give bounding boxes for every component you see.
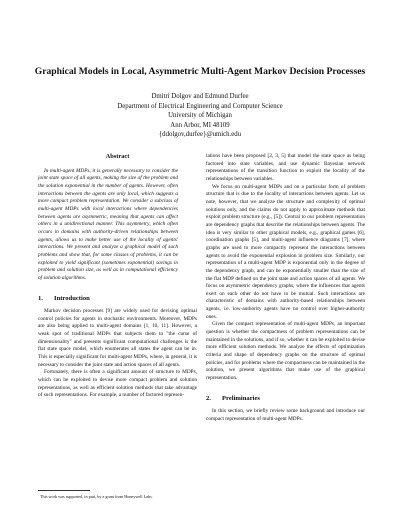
section-number: 1. [38,294,43,302]
right-column [206,153,365,424]
intro-paragraph-4: We focus on multi-agent MDPs and on a particular form of problem structure that is due to the locality of interactions between agents. Let us note, however, that we analyze the structure and complexity of optimal solutions only, and the claims do not apply to approximate methods that exploit problem structure (e.g., [5]). Central to our problem representation are dependency graphs that describe the relationships between agents. The idea is very similar to other graphical models, e.g., graphical games [6], coordination graphs [5], and multi-agent influence diagrams [7], where graphs are used to more compactly represent the interactions between agents to avoid the exponential explosion in problem size. Similarly, our representation of a multi-agent MDP is exponential only in the degree of the dependency graph, and can be exponentially smaller than the size of the flat MDP defined on the joint state and action spaces of all agents. We focus on asymmetric dependency graphs, where the influences that agents exert on each other do not have to be mutual. Such interactions are characteristic of domains with authority-based relationships between agents, i.e. low-authority agents have no control over higher-authority ones. [206,183,365,320]
intro-paragraph-2: Fortunately, there is often a significant amount of structure to MDPs, which can be exploited to devise more compact problem and solution representations, as well as efficient solution methods that take advantage of such representations. For example, a number of factored represen- [38,369,197,399]
footnote-rule [38,490,90,491]
author-university: University of Michigan [168,112,232,120]
left-column [38,153,197,400]
section-heading-introduction [38,295,197,303]
section-number: 2. [206,394,211,402]
author-city: Ann Arbor, MI 48109 [170,121,230,129]
intro-paragraph-3: tations have been proposed [2, 3, 5] that model the state space as being factored into state variables, and use dynamic Bayesian network representations of the transition function to exploit the locality of the relationships between variables. [206,153,365,182]
abstract-heading: Abstract [105,153,130,160]
author-department: Department of Electrical Engineering and Computer Science [117,102,283,110]
section-title: Introduction [54,294,90,302]
section-heading-preliminaries [206,395,365,403]
author-email: {ddolgov,durfee}@umich.edu [158,131,242,139]
author-names: Dmitri Dolgov and Edmund Durfee [151,93,249,100]
intro-paragraph-5: Given the compact representation of multi-agent MDPs, an important question is whether the compactness of problem representations can be maintained in the solutions, and if so, whether it can be exploited to devise more efficient solution methods. We analyze the effects of optimization criteria and shape of dependency graphs on the structure of optimal policies, and for problems where the compactness can be maintained in the solution, we present algorithms that make use of the graphical representation. [206,321,365,382]
intro-paragraph-1: Markov decision processes [9] are widely used for devising optimal control policies for agents in stochastic environments. Moreover, MDPs are also being applied to multi-agent domains [1, 10, 11]. However, a weak spot of traditional MDPs that subjects them to "the curse of dimensionality" and presents significant computational challenges is the flat state space model, which enumerates all states the agent can be in. This is especially significant for multi-agent MDPs, where, in general, it is necessary to consider the joint state and action spaces of all agents. [38,308,197,368]
section-title: Preliminaries [222,394,260,402]
abstract-text: In multi-agent MDPs, it is generally necessary to consider the joint state space of all agents, making the size of the problem and the solution exponential in the number of agents. However, often interactions between the agents are only local, which suggests a more compact problem representation. We consider a subclass of multi-agent MDPs with local interactions where dependencies between agents are asymmetric, meaning that agents can affect others in a unidirectional manner. This asymmetry, which often occurs in domains with authority-driven relationships between agents, allows us to make better use of the locality of agents' interactions. We present and analyze a graphical model of such problems and show that, for some classes of problems, it can be exploited to yield significant (sometimes exponential) savings in problem and solution size, as well as in computational efficiency of solution algorithms. [38,167,178,281]
footnote: This work was supported, in part, by a grant from Honeywell Labs. [40,494,153,499]
author-block [40,92,360,140]
paper-title: Graphical Models in Local, Asymmetric Multi-Agent Markov Decision Processes [34,66,366,77]
prelim-paragraph-1: In this section, we briefly review some background and introduce our compact representation of multi-agent MDPs. [206,408,365,422]
